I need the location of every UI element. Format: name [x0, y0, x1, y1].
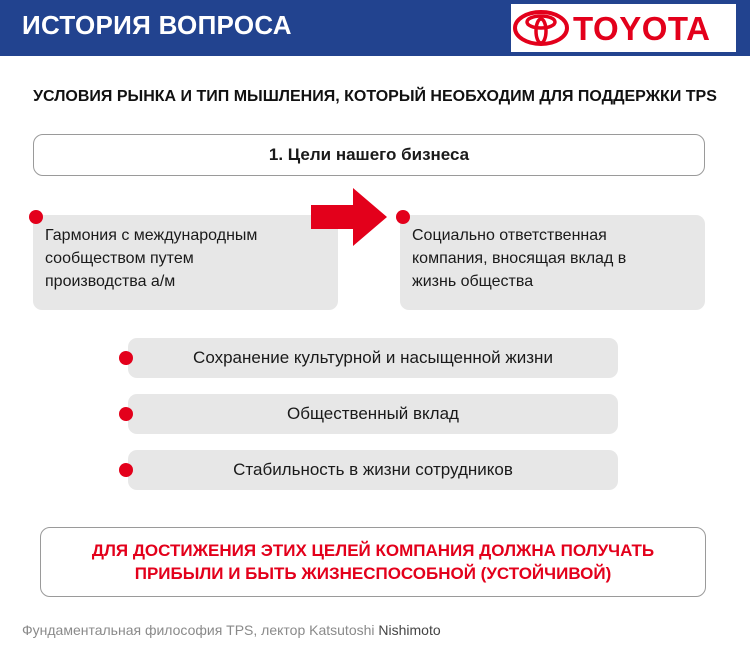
card-text-line: Гармония с международным	[45, 227, 258, 244]
goal-card-social-responsibility	[400, 215, 705, 310]
red-dot-icon	[396, 210, 410, 224]
source-caption-text: Фундаментальная философия TPS, лектор Katsutoshi	[22, 622, 379, 638]
goal-item-cultural-life	[128, 338, 618, 378]
red-dot-icon	[29, 210, 43, 224]
conclusion-box	[40, 527, 706, 597]
brand-wordmark: TOYOTA	[573, 10, 711, 47]
red-dot-icon	[119, 463, 133, 477]
goal-item-label: Стабильность в жизни сотрудников	[233, 460, 513, 479]
goal-item-employee-stability	[128, 450, 618, 490]
lecturer-surname: Nishimoto	[378, 622, 441, 638]
red-dot-icon	[119, 407, 133, 421]
section-subtitle: УСЛОВИЯ РЫНКА И ТИП МЫШЛЕНИЯ, КОТОРЫЙ НЕОБХОДИМ ДЛЯ ПОДДЕРЖКИ TPS	[33, 88, 717, 105]
red-dot-icon	[119, 351, 133, 365]
conclusion-line: ПРИБЫЛИ И БЫТЬ ЖИЗНЕСПОСОБНОЙ (УСТОЙЧИВОЙ)	[134, 564, 612, 583]
header-bar	[0, 0, 750, 56]
goal-item-label: Общественный вклад	[287, 404, 459, 423]
card-text-line: компания, вносящая вклад в	[412, 250, 627, 267]
brand-logo	[511, 4, 736, 52]
goals-heading: 1. Цели нашего бизнеса	[268, 145, 470, 164]
card-text-line: сообществом путем	[45, 250, 194, 267]
card-text-line: Социально ответственная	[412, 227, 607, 244]
goal-item-social-contribution	[128, 394, 618, 434]
goal-card-international-harmony	[33, 215, 338, 310]
source-caption	[22, 622, 441, 638]
card-text-line: производства а/м	[45, 273, 176, 290]
card-text-line: жизнь общества	[412, 273, 534, 290]
conclusion-line: ДЛЯ ДОСТИЖЕНИЯ ЭТИХ ЦЕЛЕЙ КОМПАНИЯ ДОЛЖНА ПОЛУЧАТЬ	[91, 541, 655, 560]
goal-item-label: Сохранение культурной и насыщенной жизни	[193, 348, 553, 367]
toyota-emblem-icon	[513, 10, 569, 46]
right-arrow-icon	[311, 188, 387, 246]
goals-heading-box	[33, 134, 705, 176]
page-title: ИСТОРИЯ ВОПРОСА	[22, 10, 292, 40]
